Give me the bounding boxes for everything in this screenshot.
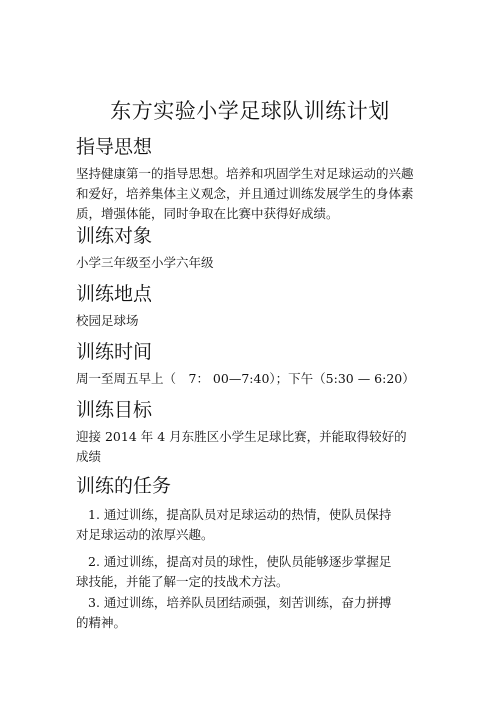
section-body-training-goal (76, 427, 424, 467)
paragraph-line: 球技能，并能了解一定的技战术方法。 (76, 574, 289, 589)
paragraph-line: 2. 通过训练，提高对员的球性，使队员能够逐步掌握足 (88, 554, 392, 569)
paragraph-line: 成绩 (76, 449, 102, 464)
paragraph-line: 的精神。 (76, 615, 127, 630)
section-heading-training-tasks: 训练的任务 (76, 475, 172, 497)
paragraph-line: 3. 通过训练，培养队员团结顽强，刻苦训练，奋力拼搏 (88, 595, 392, 610)
section-body-guiding-principle (76, 164, 424, 224)
paragraph-line: 周一至周五早上（ 7： 00—7:40）；下午（5:30 — 6:20） (76, 371, 415, 386)
paragraph-line: 迎接 2014 年 4 月东胜区小学生足球比赛，并能取得较好的 (76, 429, 407, 444)
section-heading-training-time: 训练时间 (76, 341, 153, 363)
paragraph-line: 对足球运动的浓厚兴趣。 (76, 527, 214, 542)
section-body-training-location (76, 311, 424, 331)
section-heading-training-location: 训练地点 (76, 283, 153, 305)
task-item-3 (76, 593, 424, 633)
task-item-2 (76, 552, 424, 592)
paragraph-line: 和爱好，培养集体主义观念，并且通过训练发展学生的身体素 (76, 186, 414, 201)
paragraph-line: 小学三年级至小学六年级 (76, 255, 214, 270)
section-body-training-target (76, 253, 424, 273)
paragraph-line: 质，增强体能，同时争取在比赛中获得好成绩。 (76, 206, 339, 221)
task-item-1 (76, 505, 424, 545)
section-heading-training-target: 训练对象 (76, 225, 153, 247)
paragraph-line: 1. 通过训练，提高队员对足球运动的热情，使队员保持 (88, 507, 392, 522)
paragraph-line: 坚持健康第一的指导思想。培养和巩固学生对足球运动的兴趣 (76, 166, 414, 181)
section-heading-training-goal: 训练目标 (76, 399, 153, 421)
document-title: 东方实验小学足球队训练计划 (110, 99, 390, 123)
paragraph-line: 校园足球场 (76, 313, 139, 328)
section-heading-guiding-principle: 指导思想 (76, 136, 153, 158)
section-body-training-time (76, 369, 424, 389)
